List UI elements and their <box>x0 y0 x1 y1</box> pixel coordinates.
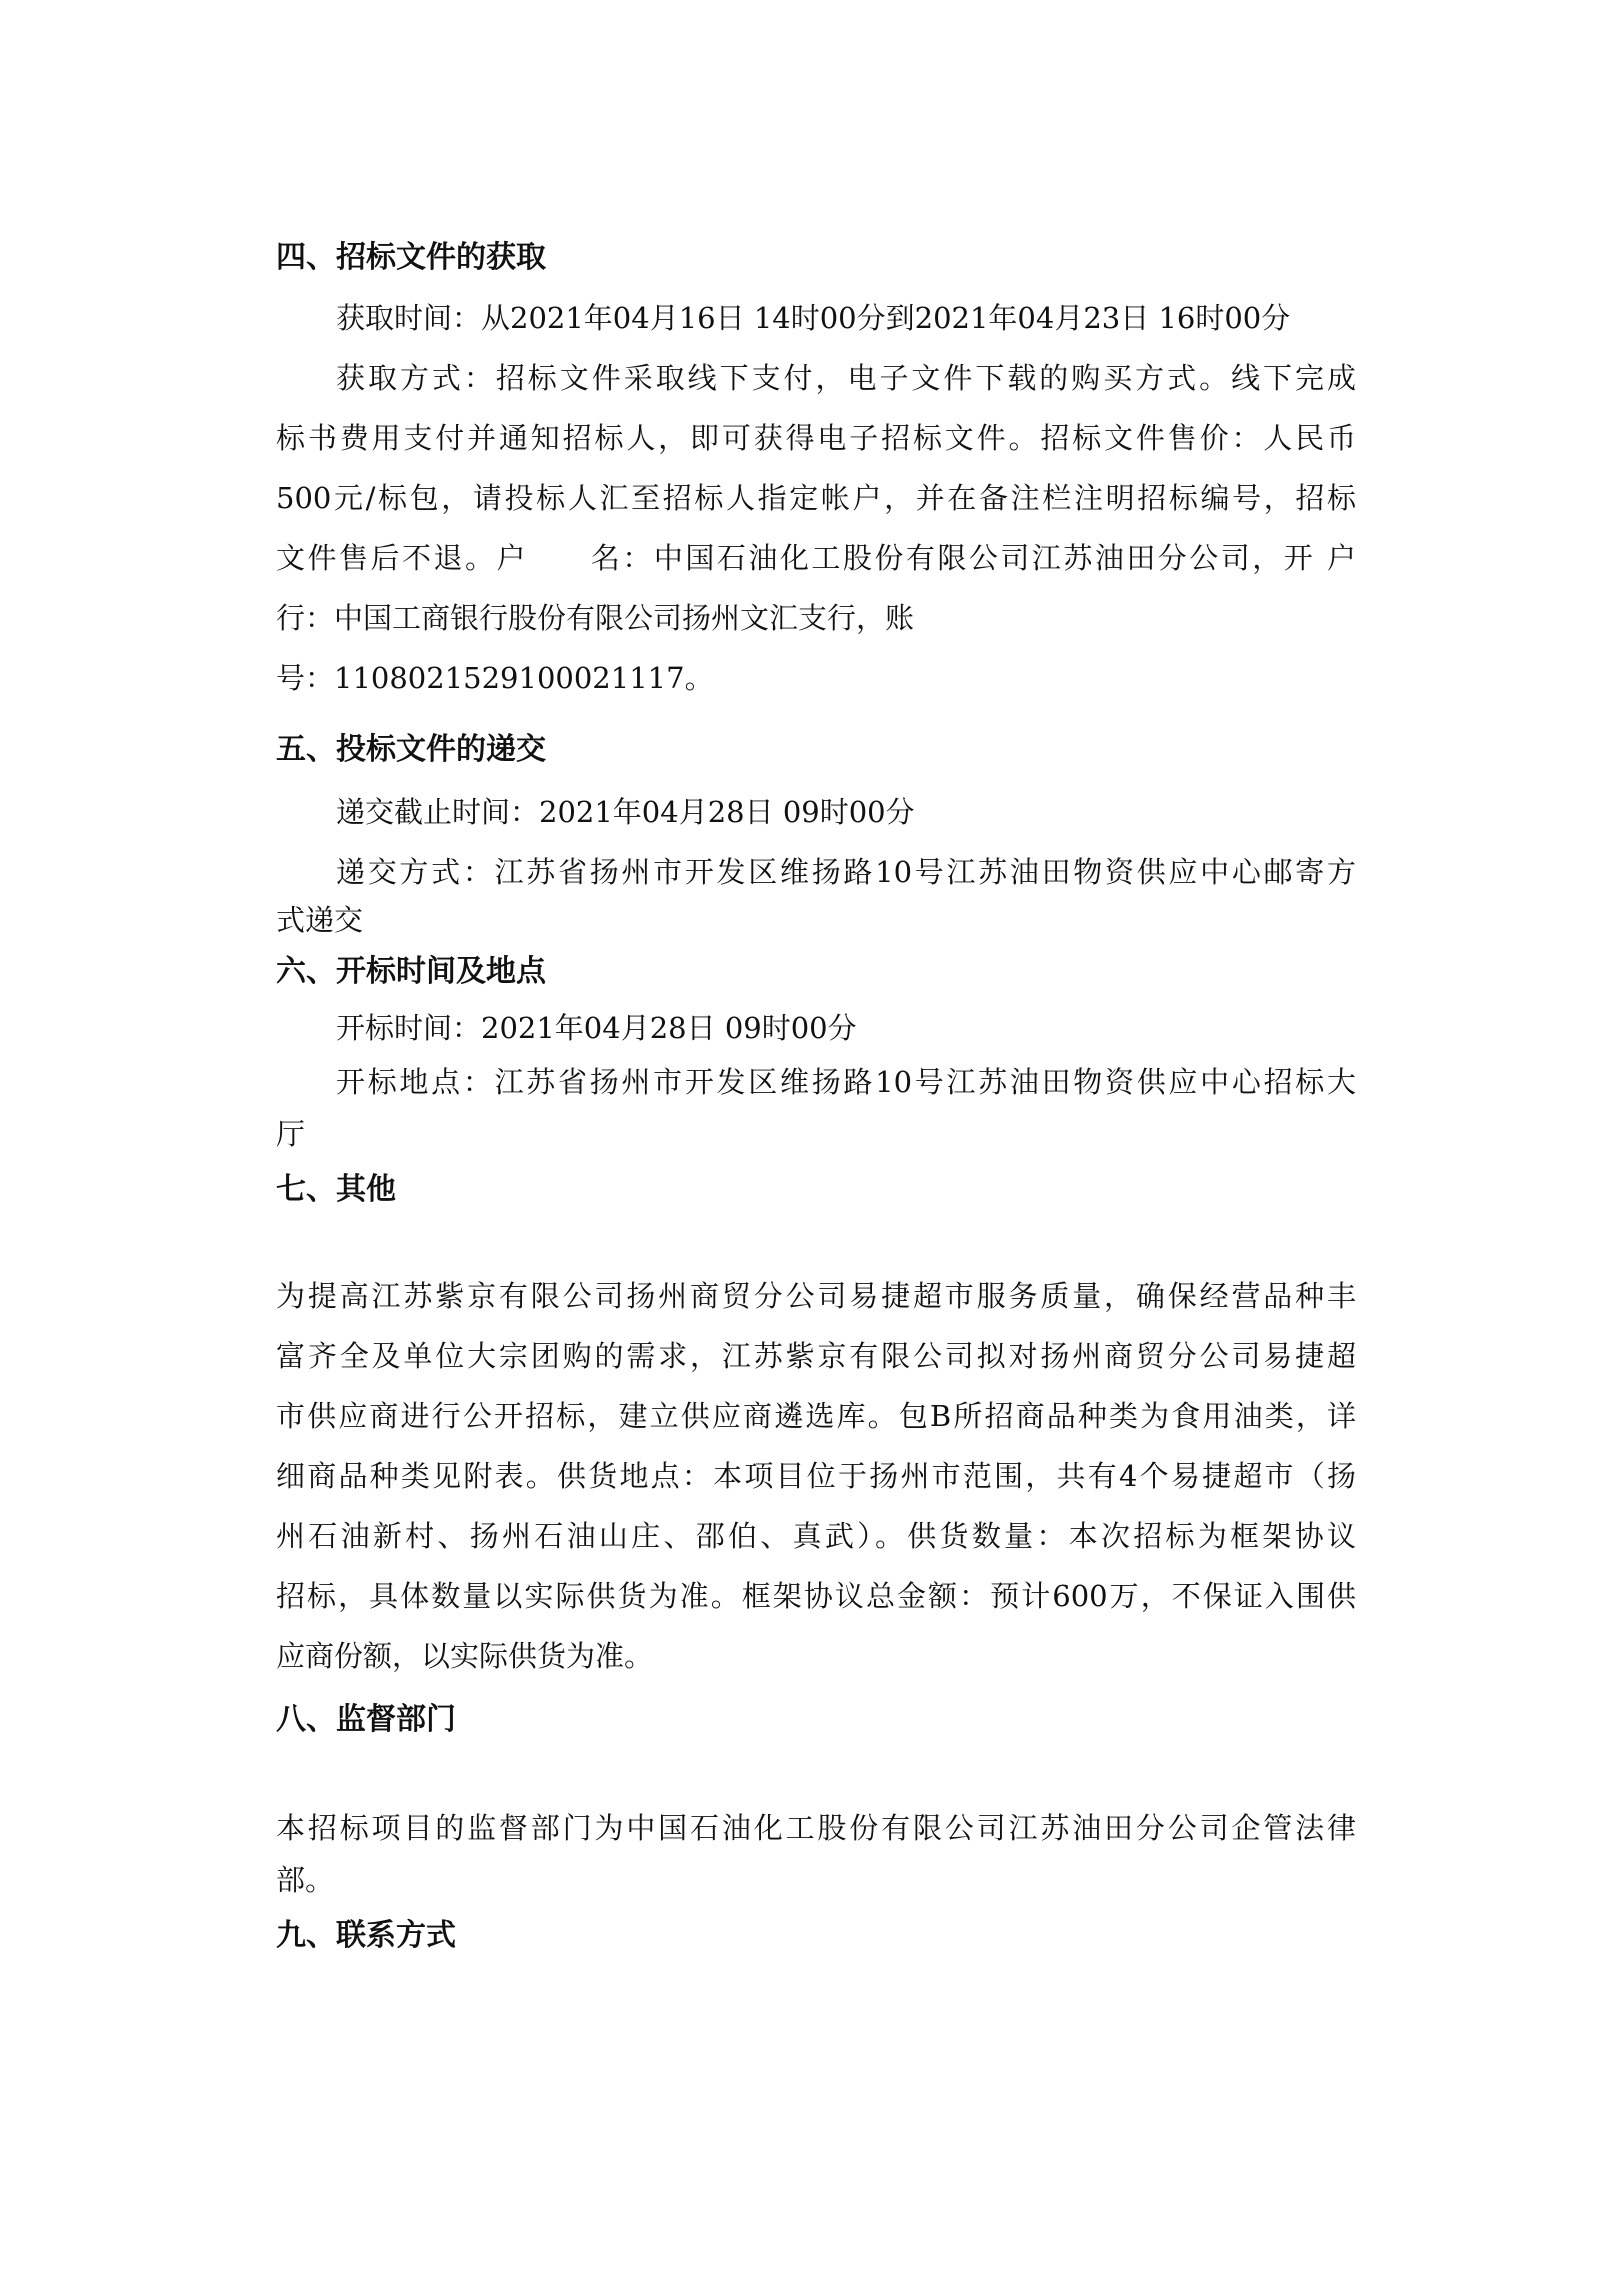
section-heading-6: 六、开标时间及地点 <box>276 954 546 989</box>
acquire-method-line: 行：中国工商银行股份有限公司扬州文汇支行，账 <box>276 601 915 635</box>
submit-deadline: 递交截止时间：2021年04月28日 09时00分 <box>336 795 915 829</box>
other-body-line: 细商品种类见附表。供货地点：本项目位于扬州市范围，共有4个易捷超市（扬 <box>276 1459 1356 1493</box>
other-body-line: 为提高江苏紫京有限公司扬州商贸分公司易捷超市服务质量，确保经营品种丰 <box>276 1279 1356 1313</box>
acquire-method-line: 号：1108021529100021117。 <box>276 661 714 695</box>
section-heading-9: 九、联系方式 <box>276 1918 456 1953</box>
opening-place-line: 开标地点：江苏省扬州市开发区维扬路10号江苏油田物资供应中心招标大 <box>336 1065 1356 1099</box>
acquire-method-line: 文件售后不退。户 名：中国石油化工股份有限公司江苏油田分公司，开 户 <box>276 541 1356 575</box>
other-body-line: 招标，具体数量以实际供货为准。框架协议总金额：预计600万，不保证入围供 <box>276 1579 1356 1613</box>
other-body-line: 应商份额，以实际供货为准。 <box>276 1639 654 1673</box>
section-heading-4: 四、招标文件的获取 <box>276 240 546 275</box>
acquire-time: 获取时间：从2021年04月16日 14时00分到2021年04月23日 16时00分 <box>336 301 1291 335</box>
supervision-body-line: 本招标项目的监督部门为中国石油化工股份有限公司江苏油田分公司企管法律 <box>276 1811 1356 1845</box>
submit-method-line: 递交方式：江苏省扬州市开发区维扬路10号江苏油田物资供应中心邮寄方 <box>336 855 1356 889</box>
submit-method-line: 式递交 <box>276 903 364 937</box>
section-heading-7: 七、其他 <box>276 1172 396 1207</box>
acquire-method-line: 500元/标包，请投标人汇至招标人指定帐户，并在备注栏注明招标编号，招标 <box>276 481 1356 515</box>
other-body-line: 州石油新村、扬州石油山庄、邵伯、真武）。供货数量：本次招标为框架协议 <box>276 1519 1356 1553</box>
section-heading-8: 八、监督部门 <box>276 1702 456 1737</box>
acquire-method-line: 标书费用支付并通知招标人，即可获得电子招标文件。招标文件售价：人民币 <box>276 421 1356 455</box>
acquire-method-line: 获取方式：招标文件采取线下支付，电子文件下载的购买方式。线下完成 <box>336 361 1356 395</box>
other-body-line: 富齐全及单位大宗团购的需求，江苏紫京有限公司拟对扬州商贸分公司易捷超 <box>276 1339 1356 1373</box>
opening-time: 开标时间：2021年04月28日 09时00分 <box>336 1011 857 1045</box>
supervision-body-line: 部。 <box>276 1863 335 1897</box>
section-heading-5: 五、投标文件的递交 <box>276 732 546 767</box>
other-body-line: 市供应商进行公开招标，建立供应商遴选库。包B所招商品种类为食用油类，详 <box>276 1399 1356 1433</box>
opening-place-line: 厅 <box>276 1117 306 1151</box>
